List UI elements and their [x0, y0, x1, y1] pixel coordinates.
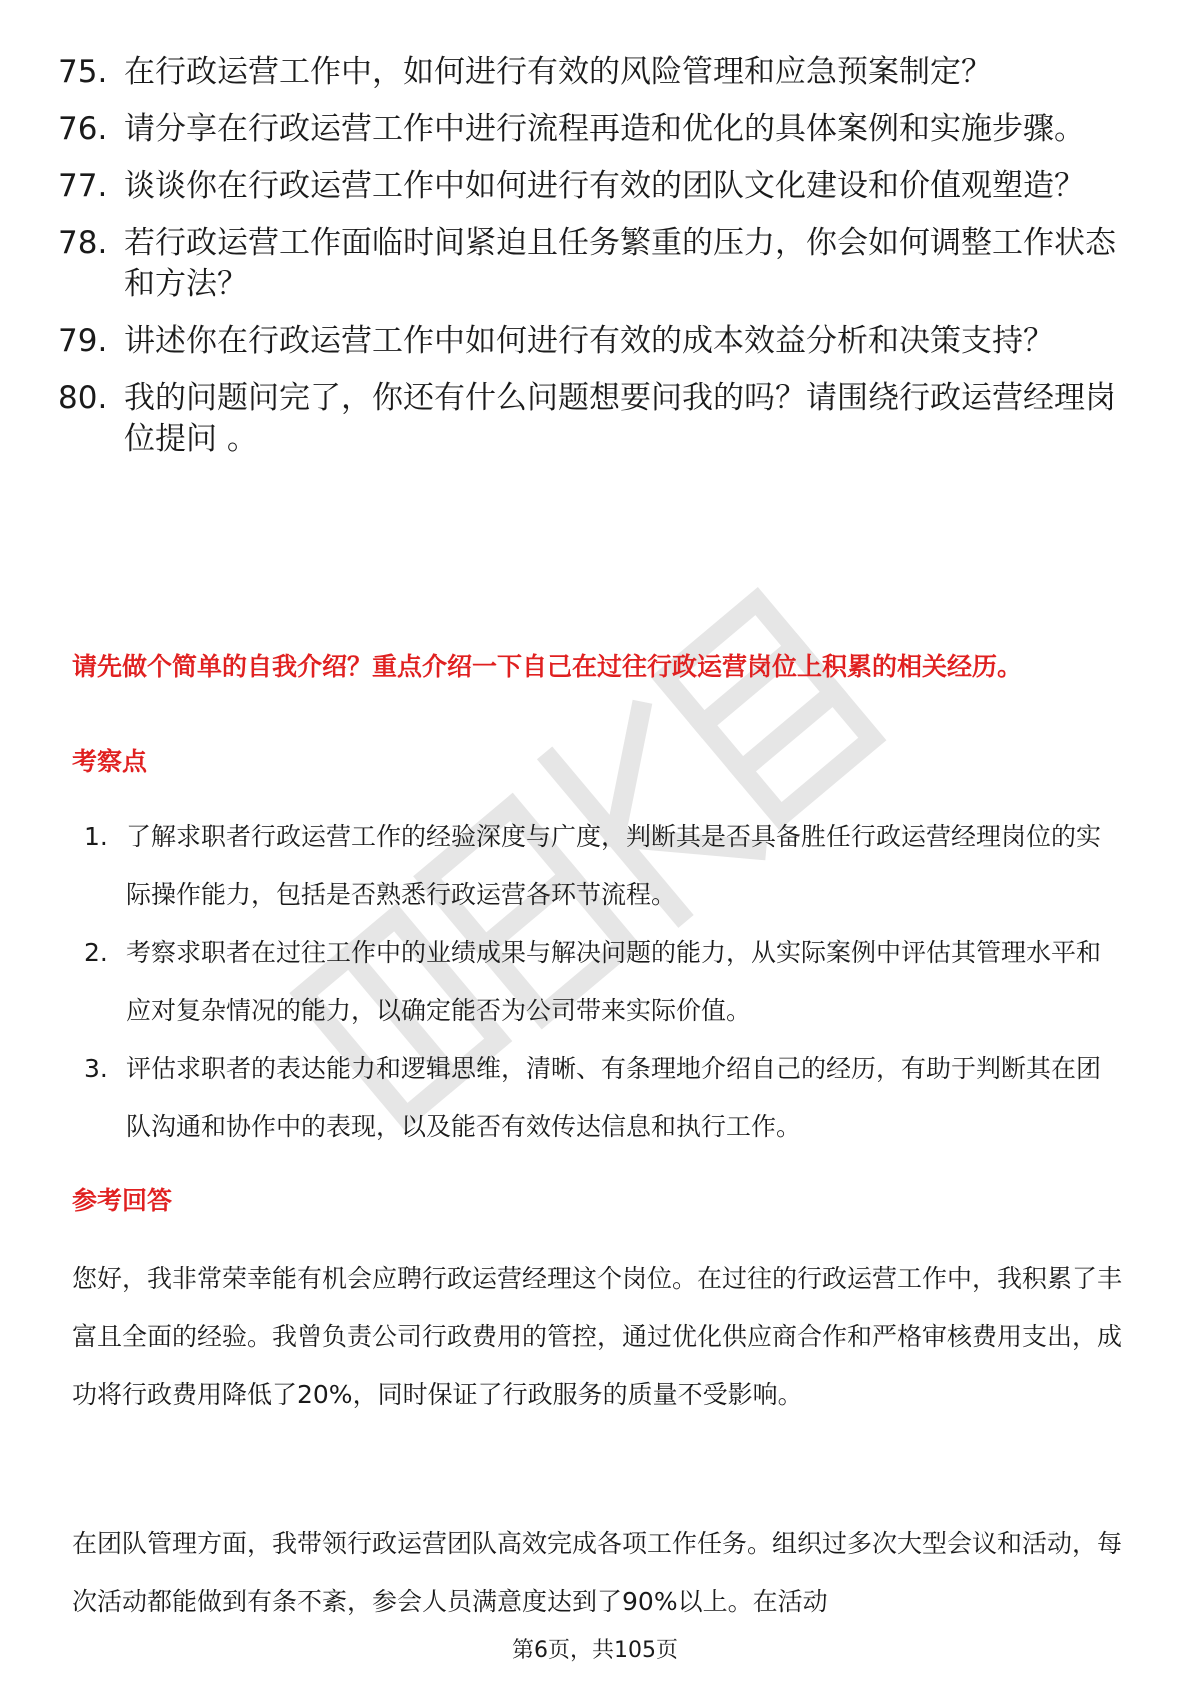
- question-text: 讲述你在行政运营工作中如何进行有效的成本效益分析和决策支持？: [124, 323, 1054, 359]
- question-item: [58, 223, 1138, 305]
- assessment-point: [84, 1040, 1124, 1156]
- assessment-points-list: [84, 808, 1124, 1156]
- answer-paragraph: 在团队管理方面，我带领行政运营团队高效完成各项工作任务。组织过多次大型会议和活动，每次活动都能做到有条不紊，参会人员满意度达到了90%以上。在活动: [72, 1529, 1123, 1616]
- question-list: [58, 52, 1138, 476]
- question-text: 谈谈你在行政运营工作中如何进行有效的团队文化建设和价值观塑造？: [124, 168, 1085, 204]
- question-number: 78.: [58, 225, 108, 261]
- point-number: 1.: [84, 822, 108, 851]
- question-text: 若行政运营工作面临时间紧迫且任务繁重的压力，你会如何调整工作状态和方法？: [124, 225, 1116, 302]
- assessment-point: [84, 924, 1124, 1040]
- reference-answer-label: 参考回答: [72, 1186, 173, 1215]
- question-text: 我的问题问完了，你还有什么问题想要问我的吗？请围绕行政运营经理岗位提问 。: [124, 380, 1116, 457]
- point-text: 考察求职者在过往工作中的业绩成果与解决问题的能力，从实际案例中评估其管理水平和应对复杂情况的能力，以确定能否为公司带来实际价值。: [126, 938, 1102, 1025]
- question-item: [58, 52, 1138, 93]
- answer-paragraph: 您好，我非常荣幸能有机会应聘行政运营经理这个岗位。在过往的行政运营工作中，我积累了丰富且全面的经验。我曾负责公司行政费用的管控，通过优化供应商合作和严格审核费用支出，成功将行政费用降低了20%，同时保证了行政服务的质量不受影响。: [72, 1264, 1123, 1409]
- question-number: 79.: [58, 323, 108, 359]
- question-text: 在行政运营工作中，如何进行有效的风险管理和应急预案制定？: [124, 54, 992, 90]
- page-footer: 第6页，共105页: [512, 1638, 678, 1663]
- point-number: 2.: [84, 938, 108, 967]
- assessment-point: [84, 808, 1124, 924]
- question-number: 75.: [58, 54, 108, 90]
- question-number: 77.: [58, 168, 108, 204]
- point-number: 3.: [84, 1054, 108, 1083]
- question-item: [58, 166, 1138, 207]
- interview-question-heading: 请先做个简单的自我介绍？重点介绍一下自己在过往行政运营岗位上积累的相关经历。: [72, 652, 1023, 681]
- question-item: [58, 109, 1138, 150]
- question-number: 80.: [58, 380, 108, 416]
- point-text: 评估求职者的表达能力和逻辑思维，清晰、有条理地介绍自己的经历，有助于判断其在团队沟通和协作中的表现，以及能否有效传达信息和执行工作。: [126, 1054, 1102, 1141]
- question-item: [58, 378, 1138, 460]
- question-number: 76.: [58, 111, 108, 147]
- point-text: 了解求职者行政运营工作的经验深度与广度，判断其是否具备胜任行政运营经理岗位的实际操作能力，包括是否熟悉行政运营各环节流程。: [126, 822, 1102, 909]
- question-text: 请分享在行政运营工作中进行流程再造和优化的具体案例和实施步骤。: [124, 111, 1085, 147]
- question-item: [58, 321, 1138, 362]
- assessment-points-label: 考察点: [72, 747, 148, 776]
